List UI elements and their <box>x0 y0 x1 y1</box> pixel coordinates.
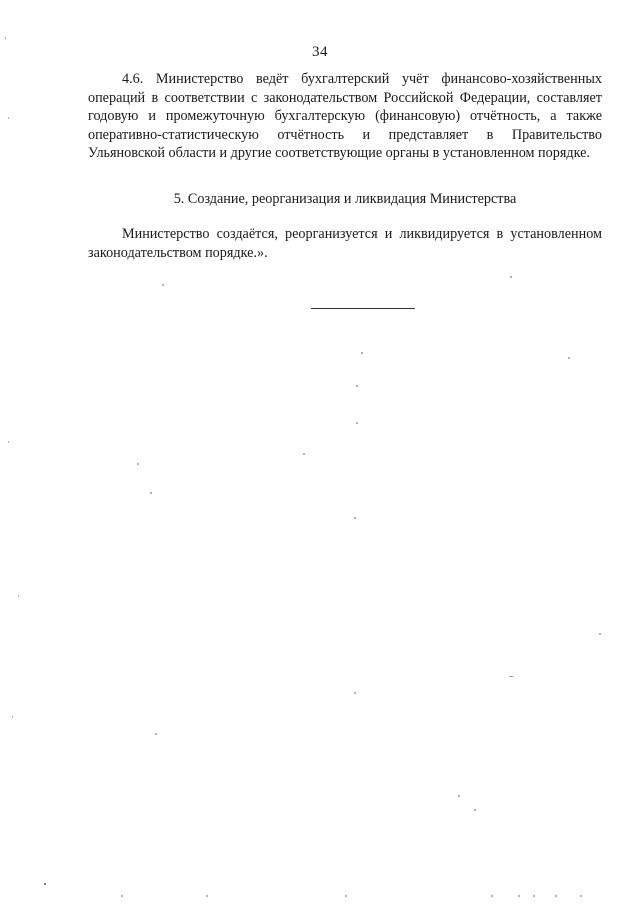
scan-speck <box>137 463 139 465</box>
scan-speck <box>474 809 476 811</box>
scan-speck <box>8 441 9 443</box>
scan-speck <box>12 716 13 718</box>
scan-speck <box>303 453 305 455</box>
scan-speck <box>555 895 557 897</box>
scan-speck <box>354 692 356 694</box>
scan-speck <box>345 895 347 897</box>
scan-speck <box>155 733 157 735</box>
scan-speck <box>206 895 208 897</box>
scan-speck <box>150 492 152 494</box>
section-heading: 5. Создание, реорганизация и ликвидация Министерства <box>173 191 517 207</box>
scan-speck <box>121 895 123 897</box>
scan-speck <box>568 357 570 359</box>
scan-speck <box>356 422 358 424</box>
scan-speck <box>510 276 512 278</box>
scan-speck <box>580 895 582 897</box>
scan-speck <box>356 385 358 387</box>
scan-speck <box>491 895 493 897</box>
scan-speck <box>509 676 513 677</box>
scan-speck <box>458 795 460 797</box>
scan-speck <box>599 633 601 635</box>
page-number: 34 <box>312 44 328 60</box>
scan-speck <box>354 517 356 519</box>
scan-speck <box>18 595 19 597</box>
paragraph-4-6: 4.6. Министерство ведёт бухгалтерский учёт финансово-хозяйственных операций в соответствии с законодательством Российской Федерации, составляет годовую и промежуточную бухгалтерскую (финансовую) отчётность, а также оперативно-статистическую отчётность и представляет в Правительство Ульяновской области и другие соответствующие органы в установленном порядке. <box>88 71 602 162</box>
scan-speck <box>5 37 6 39</box>
scan-speck <box>162 284 164 286</box>
scan-speck <box>518 895 520 897</box>
scan-speck <box>533 895 535 897</box>
scan-speck <box>8 117 9 119</box>
scan-speck <box>361 352 363 354</box>
paragraph-section-5: Министерство создаётся, реорганизуется и ликвидируется в установленном законодательством порядке.». <box>88 226 602 261</box>
end-of-document-rule <box>311 308 415 309</box>
scan-speck <box>44 883 46 885</box>
